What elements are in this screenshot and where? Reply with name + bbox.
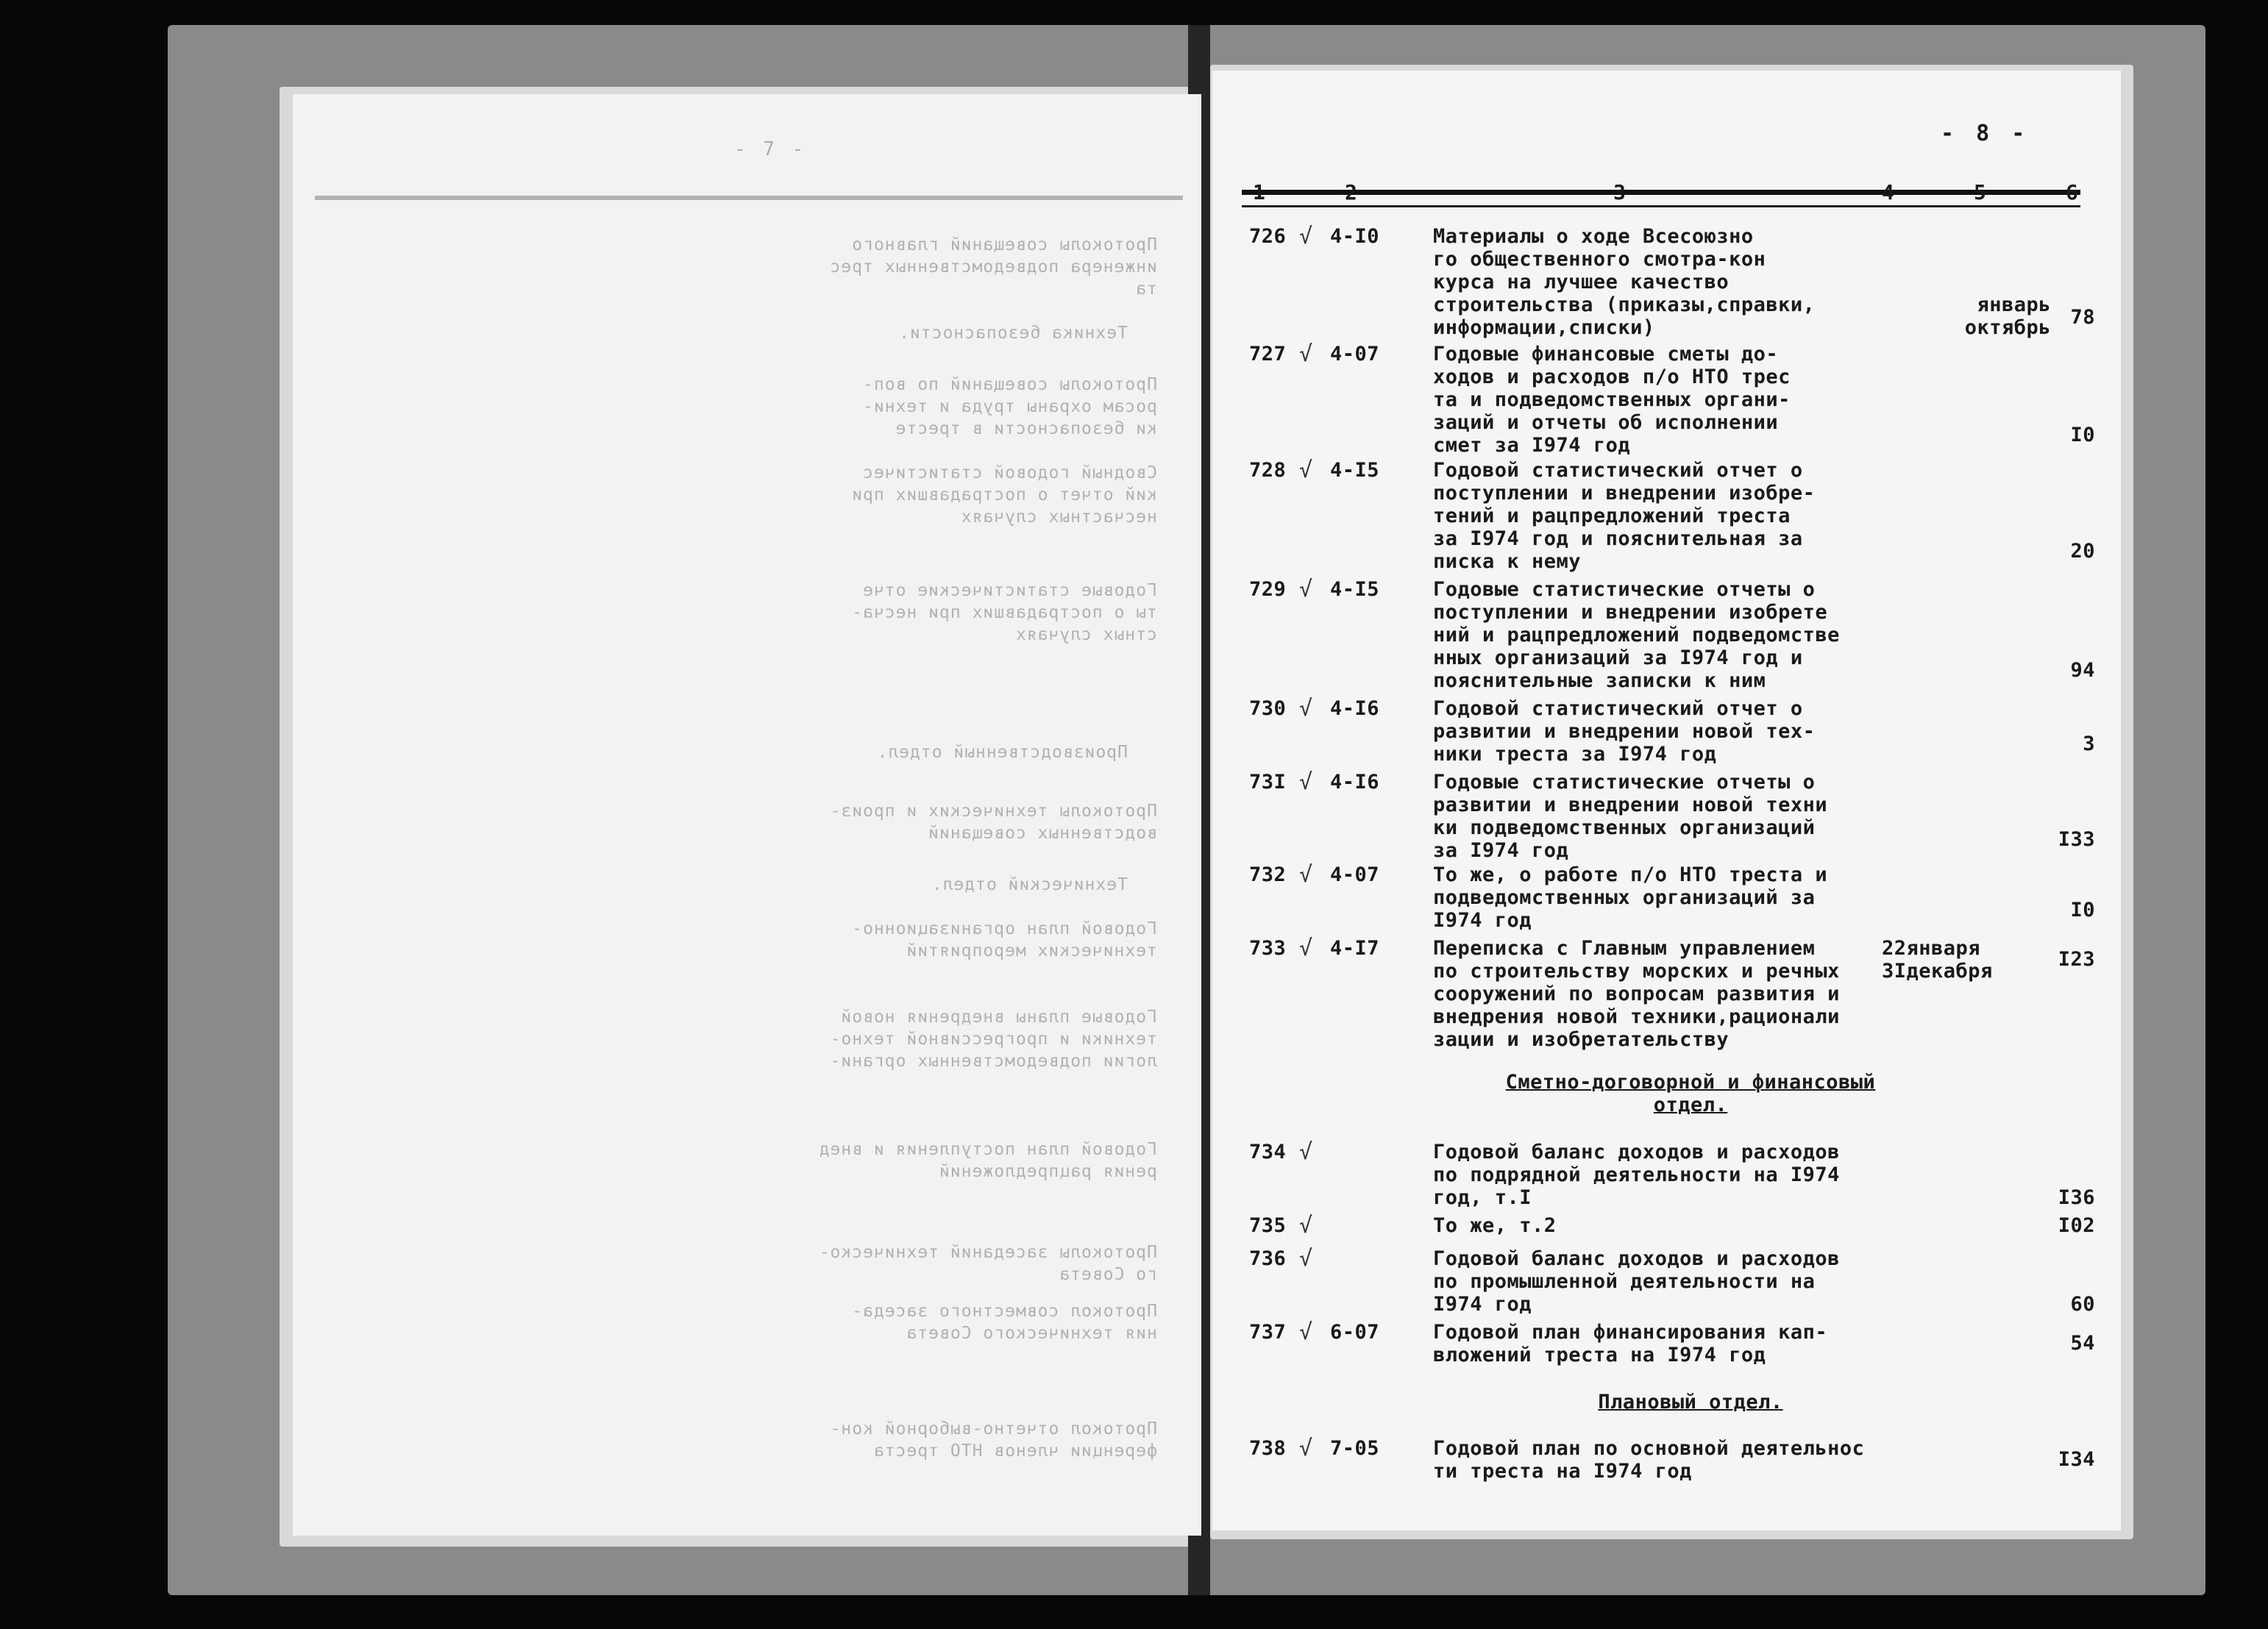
table-header-rule-bottom [1242,205,2080,207]
item-title: Годовой статистический отчет о развитии и внедрении новой тех- ники треста за I974 год [1433,697,1816,766]
left-page [293,94,1201,1536]
item-title: Годовые статистические отчеты о развитии и внедрении новой техни ки подведомственных организаций за I974 год [1433,771,1828,862]
item-number: 735 [1249,1214,1287,1237]
item-sheets: 3 [2083,732,2095,755]
item-number: 733 [1249,937,1287,960]
column-header-6: 6 [2066,180,2079,204]
item-title: Годовой баланс доходов и расходов по подрядной деятельности на I974 год, т.I [1433,1141,1840,1209]
checkmark-icon: √ [1299,341,1313,367]
checkmark-icon: √ [1299,1319,1313,1345]
left-page-number: - 7 - [734,138,807,160]
item-title: Переписка с Главным управлением по строительству морских и речных сооружений по вопросам развития и внедрения новой техники,рационали зации и изобретательству [1433,937,1840,1051]
checkmark-icon: √ [1299,935,1313,961]
item-index: 4-I6 [1330,697,1380,720]
checkmark-icon: √ [1299,1436,1313,1461]
column-header-3: 3 [1613,180,1627,204]
column-header-5: 5 [1974,180,1987,204]
column-header-2: 2 [1345,180,1358,204]
checkmark-icon: √ [1299,224,1313,249]
item-title: Годовой план финансирования кап- вложений треста на I974 год [1433,1321,1828,1366]
item-sheets: 78 [2070,306,2095,329]
section-heading-finance: Сметно-договорной и финансовый отдел. [1505,1071,1876,1116]
item-index: 4-I5 [1330,578,1380,601]
item-index: 6-07 [1330,1321,1380,1344]
item-number: 736 [1249,1247,1287,1270]
column-header-4: 4 [1882,180,1895,204]
item-title: Годовой статистический отчет о поступлении и внедрении изобре- тений и рацпредложений треста за I974 год и пояснительная за писка к нему [1433,459,1816,573]
item-number: 732 [1249,863,1287,886]
item-index: 4-07 [1330,343,1380,366]
item-title: Годовые финансовые сметы до- ходов и расходов п/о НТО трес та и подведомственных органи- заций и отчеты об исполнении смет за I974 год [1433,343,1791,457]
item-sheets: I02 [2058,1214,2095,1237]
item-sheets: 20 [2070,540,2095,563]
item-index: 4-I6 [1330,771,1380,794]
item-title: Годовой план по основной деятельнос ти треста на I974 год [1433,1437,1865,1483]
item-sheets: 94 [2070,659,2095,682]
item-title: Материалы о ходе Всесоюзно го общественного смотра-кон курса на лучшее качество строительства (приказы,справки, информации,списки) [1433,225,1816,339]
item-title: То же, о работе п/о НТО треста и подведомственных организаций за I974 год [1433,863,1828,932]
checkmark-icon: √ [1299,1213,1313,1238]
page-number: - 8 - [1941,121,2030,146]
checkmark-icon: √ [1299,696,1313,721]
item-sheets: I23 [2058,948,2095,971]
checkmark-icon: √ [1299,1246,1313,1272]
item-title: То же, т.2 [1433,1214,1557,1237]
item-sheets: I33 [2058,828,2095,851]
item-sheets: 60 [2070,1293,2095,1316]
left-page-bleed-through: Протоколы совещаний главного инженера подведомственных трес та Техника безопасности. Протоколы совещаний по воп- росам охраны труда и техни- ки безопасности в тресте Сводный годовой статистичес кий отчет о пострадавших при несчастных случаях Годовые статистические отче ты о пострадавших при несча- стных случаях Производственный отдел. Протоколы технических и произ- водственных совещаний Технический отдел. Годовой план организационно- технических мероприятий Годовые планы внедрения новой техники и прогрессивной техно- логии подведомственных органи- Годовой план поступления и внед рения рацпредложений Протоколы заседаний техническо- го Совета Протокол совместного заседа- ния технического Совета Протокол отчетно-выборной кон- ференции членов НТО треста [818,235,1157,1461]
item-number: 730 [1249,697,1287,720]
item-title: Годовые статистические отчеты о поступлении и внедрении изобрете ний и рацпредложений подведомстве нных организаций за I974 год и пояснительные записки к ним [1433,578,1840,692]
item-index: 4-07 [1330,863,1380,886]
item-number: 727 [1249,343,1287,366]
item-number: 738 [1249,1437,1287,1460]
item-number: 737 [1249,1321,1287,1344]
item-sheets: I0 [2070,899,2095,922]
item-number: 73I [1249,771,1287,794]
item-number: 726 [1249,225,1287,248]
checkmark-icon: √ [1299,577,1313,602]
column-header-1: 1 [1253,180,1266,204]
right-page [1212,71,2121,1530]
item-dates: январь октябрь [1964,293,2051,339]
item-index: 4-I7 [1330,937,1380,960]
item-index: 4-I0 [1330,225,1380,248]
item-number: 734 [1249,1141,1287,1163]
checkmark-icon: √ [1299,457,1313,483]
item-number: 728 [1249,459,1287,482]
section-heading-planning: Плановый отдел. [1598,1391,1783,1414]
item-sheets: 54 [2070,1332,2095,1355]
checkmark-icon: √ [1299,769,1313,795]
item-dates: 22января 3Iдекабря [1882,937,1993,983]
item-sheets: I34 [2058,1448,2095,1471]
item-sheets: I0 [2070,424,2095,446]
checkmark-icon: √ [1299,1139,1313,1165]
item-number: 729 [1249,578,1287,601]
item-index: 4-I5 [1330,459,1380,482]
checkmark-icon: √ [1299,862,1313,888]
item-sheets: I36 [2058,1186,2095,1209]
item-index: 7-05 [1330,1437,1380,1460]
table-header-rule-top [1242,190,2080,195]
item-title: Годовой баланс доходов и расходов по промышленной деятельности на I974 год [1433,1247,1840,1316]
